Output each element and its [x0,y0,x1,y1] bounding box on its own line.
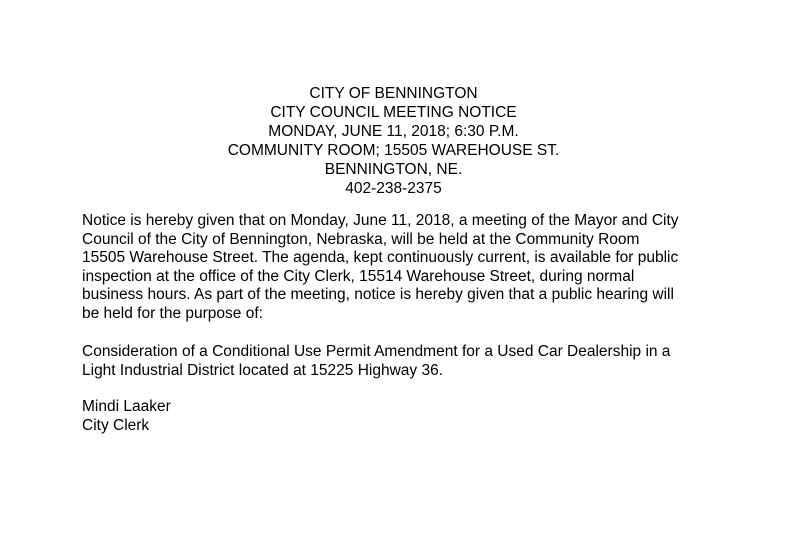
consideration-line: Consideration of a Conditional Use Permit Amendment for a Used Car Dealership in a [82,343,671,360]
header-meeting-date: MONDAY, JUNE 11, 2018; 6:30 P.M. [268,123,519,140]
notice-line: Council of the City of Bennington, Nebraska, will be held at the Community Room [82,230,640,248]
notice-line: Notice is hereby given that on Monday, June 11, 2018, a meeting of the Mayor and City [82,212,679,229]
notice-paragraph [82,212,722,324]
consideration-paragraph [82,343,722,380]
header-city-state: BENNINGTON, NE. [324,161,463,178]
header-location: COMMUNITY ROOM; 15505 WAREHOUSE ST. [227,142,560,159]
signature-block [82,398,722,435]
signer-name: Mindi Laaker [82,398,171,415]
notice-line: business hours. As part of the meeting, notice is hereby given that a public hearing will [82,286,674,304]
signer-title: City Clerk [82,416,150,434]
notice-header [0,84,787,198]
notice-line: inspection at the office of the City Clerk, 15514 Warehouse Street, during normal [82,267,635,285]
header-phone: 402-238-2375 [345,180,442,197]
notice-line: be held for the purpose of: [82,304,263,322]
header-meeting-title: CITY COUNCIL MEETING NOTICE [270,104,517,121]
consideration-line: Light Industrial District located at 15225 Highway 36. [82,361,444,379]
notice-line: 15505 Warehouse Street. The agenda, kept continuously current, is available for public [82,249,679,267]
header-city-name: CITY OF BENNINGTON [309,85,478,102]
